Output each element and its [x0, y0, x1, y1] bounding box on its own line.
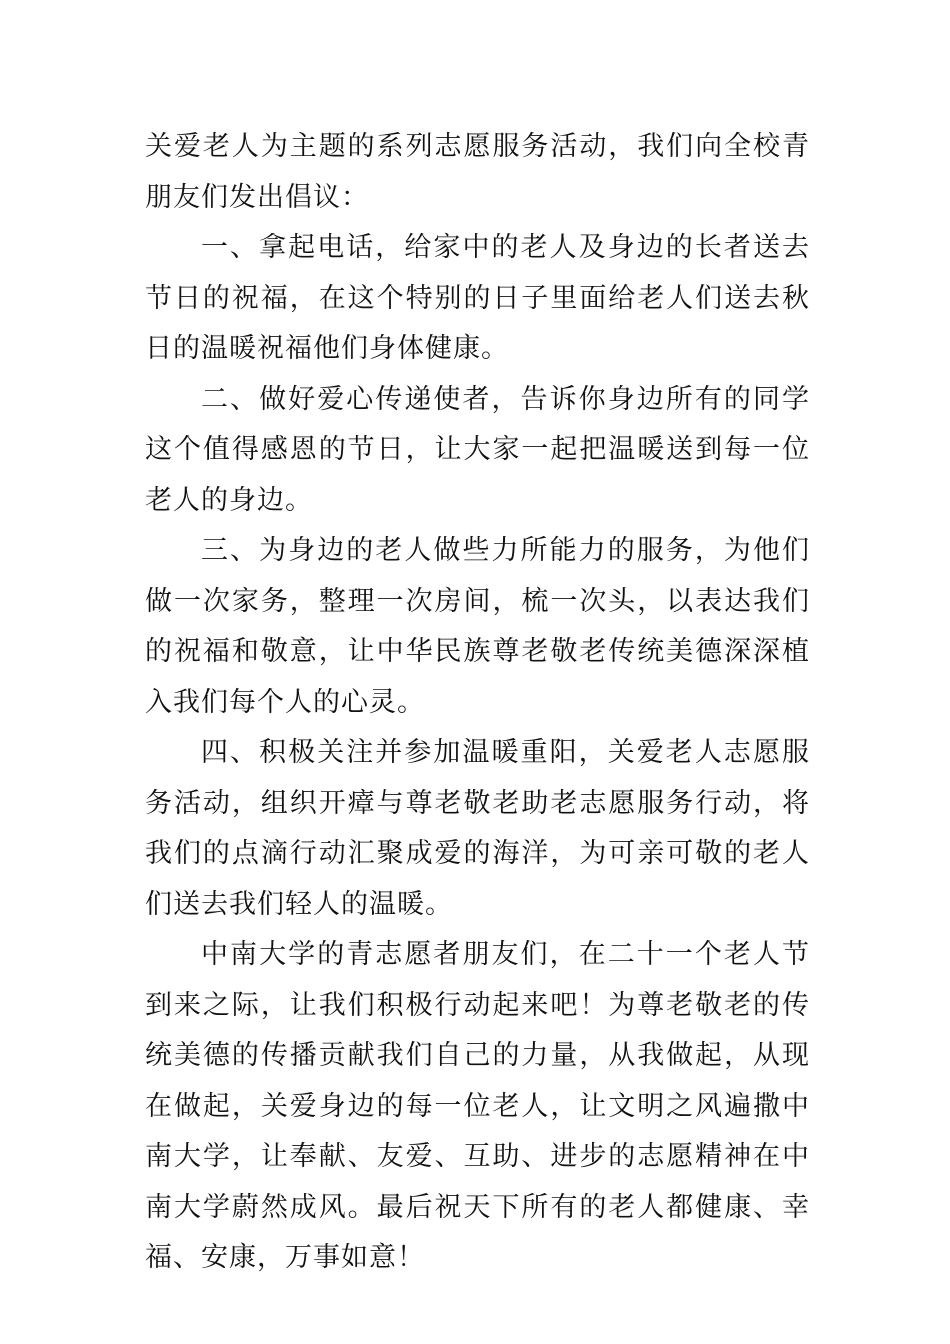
paragraph-closing: 中南大学的青志愿者朋友们，在二十一个老人节到来之际，让我们积极行动起来吧！为尊老敬老的传统美德的传播贡献我们自己的力量，从我做起，从现在做起，关爱身边的每一位老人，让文明之风遍撒中南大学，让奉献、友爱、互助、进步的志愿精神在中南大学蔚然成风。最后祝天下所有的老人都健康、幸福、安康，万事如意！: [145, 939, 810, 1273]
paragraph-proposal-2: 二、做好爱心传递使者，告诉你身边所有的同学这个值得感恩的节日，让大家一起把温暖送到每一位老人的身边。: [145, 383, 810, 516]
paragraph-proposal-4: 四、积极关注并参加温暖重阳，关爱老人志愿服务活动，组织开瘴与尊老敬老助老志愿服务行动，将我们的点滴行动汇聚成爱的海洋，为可亲可敬的老人们送去我们轻人的温暖。: [145, 737, 810, 920]
paragraph-proposal-3: 三、为身边的老人做些力所能力的服务，为他们做一次家务，整理一次房间，梳一次头，以表达我们的祝福和敬意，让中华民族尊老敬老传统美德深深植入我们每个人的心灵。: [145, 535, 810, 718]
paragraph-proposal-1: 一、拿起电话，给家中的老人及身边的长者送去节日的祝福，在这个特别的日子里面给老人们送去秋日的温暖祝福他们身体健康。: [145, 232, 810, 364]
paragraph-intro: 关爱老人为主题的系列志愿服务活动，我们向全校青朋友们发出倡议：: [145, 131, 810, 213]
document-body: [145, 122, 810, 1284]
